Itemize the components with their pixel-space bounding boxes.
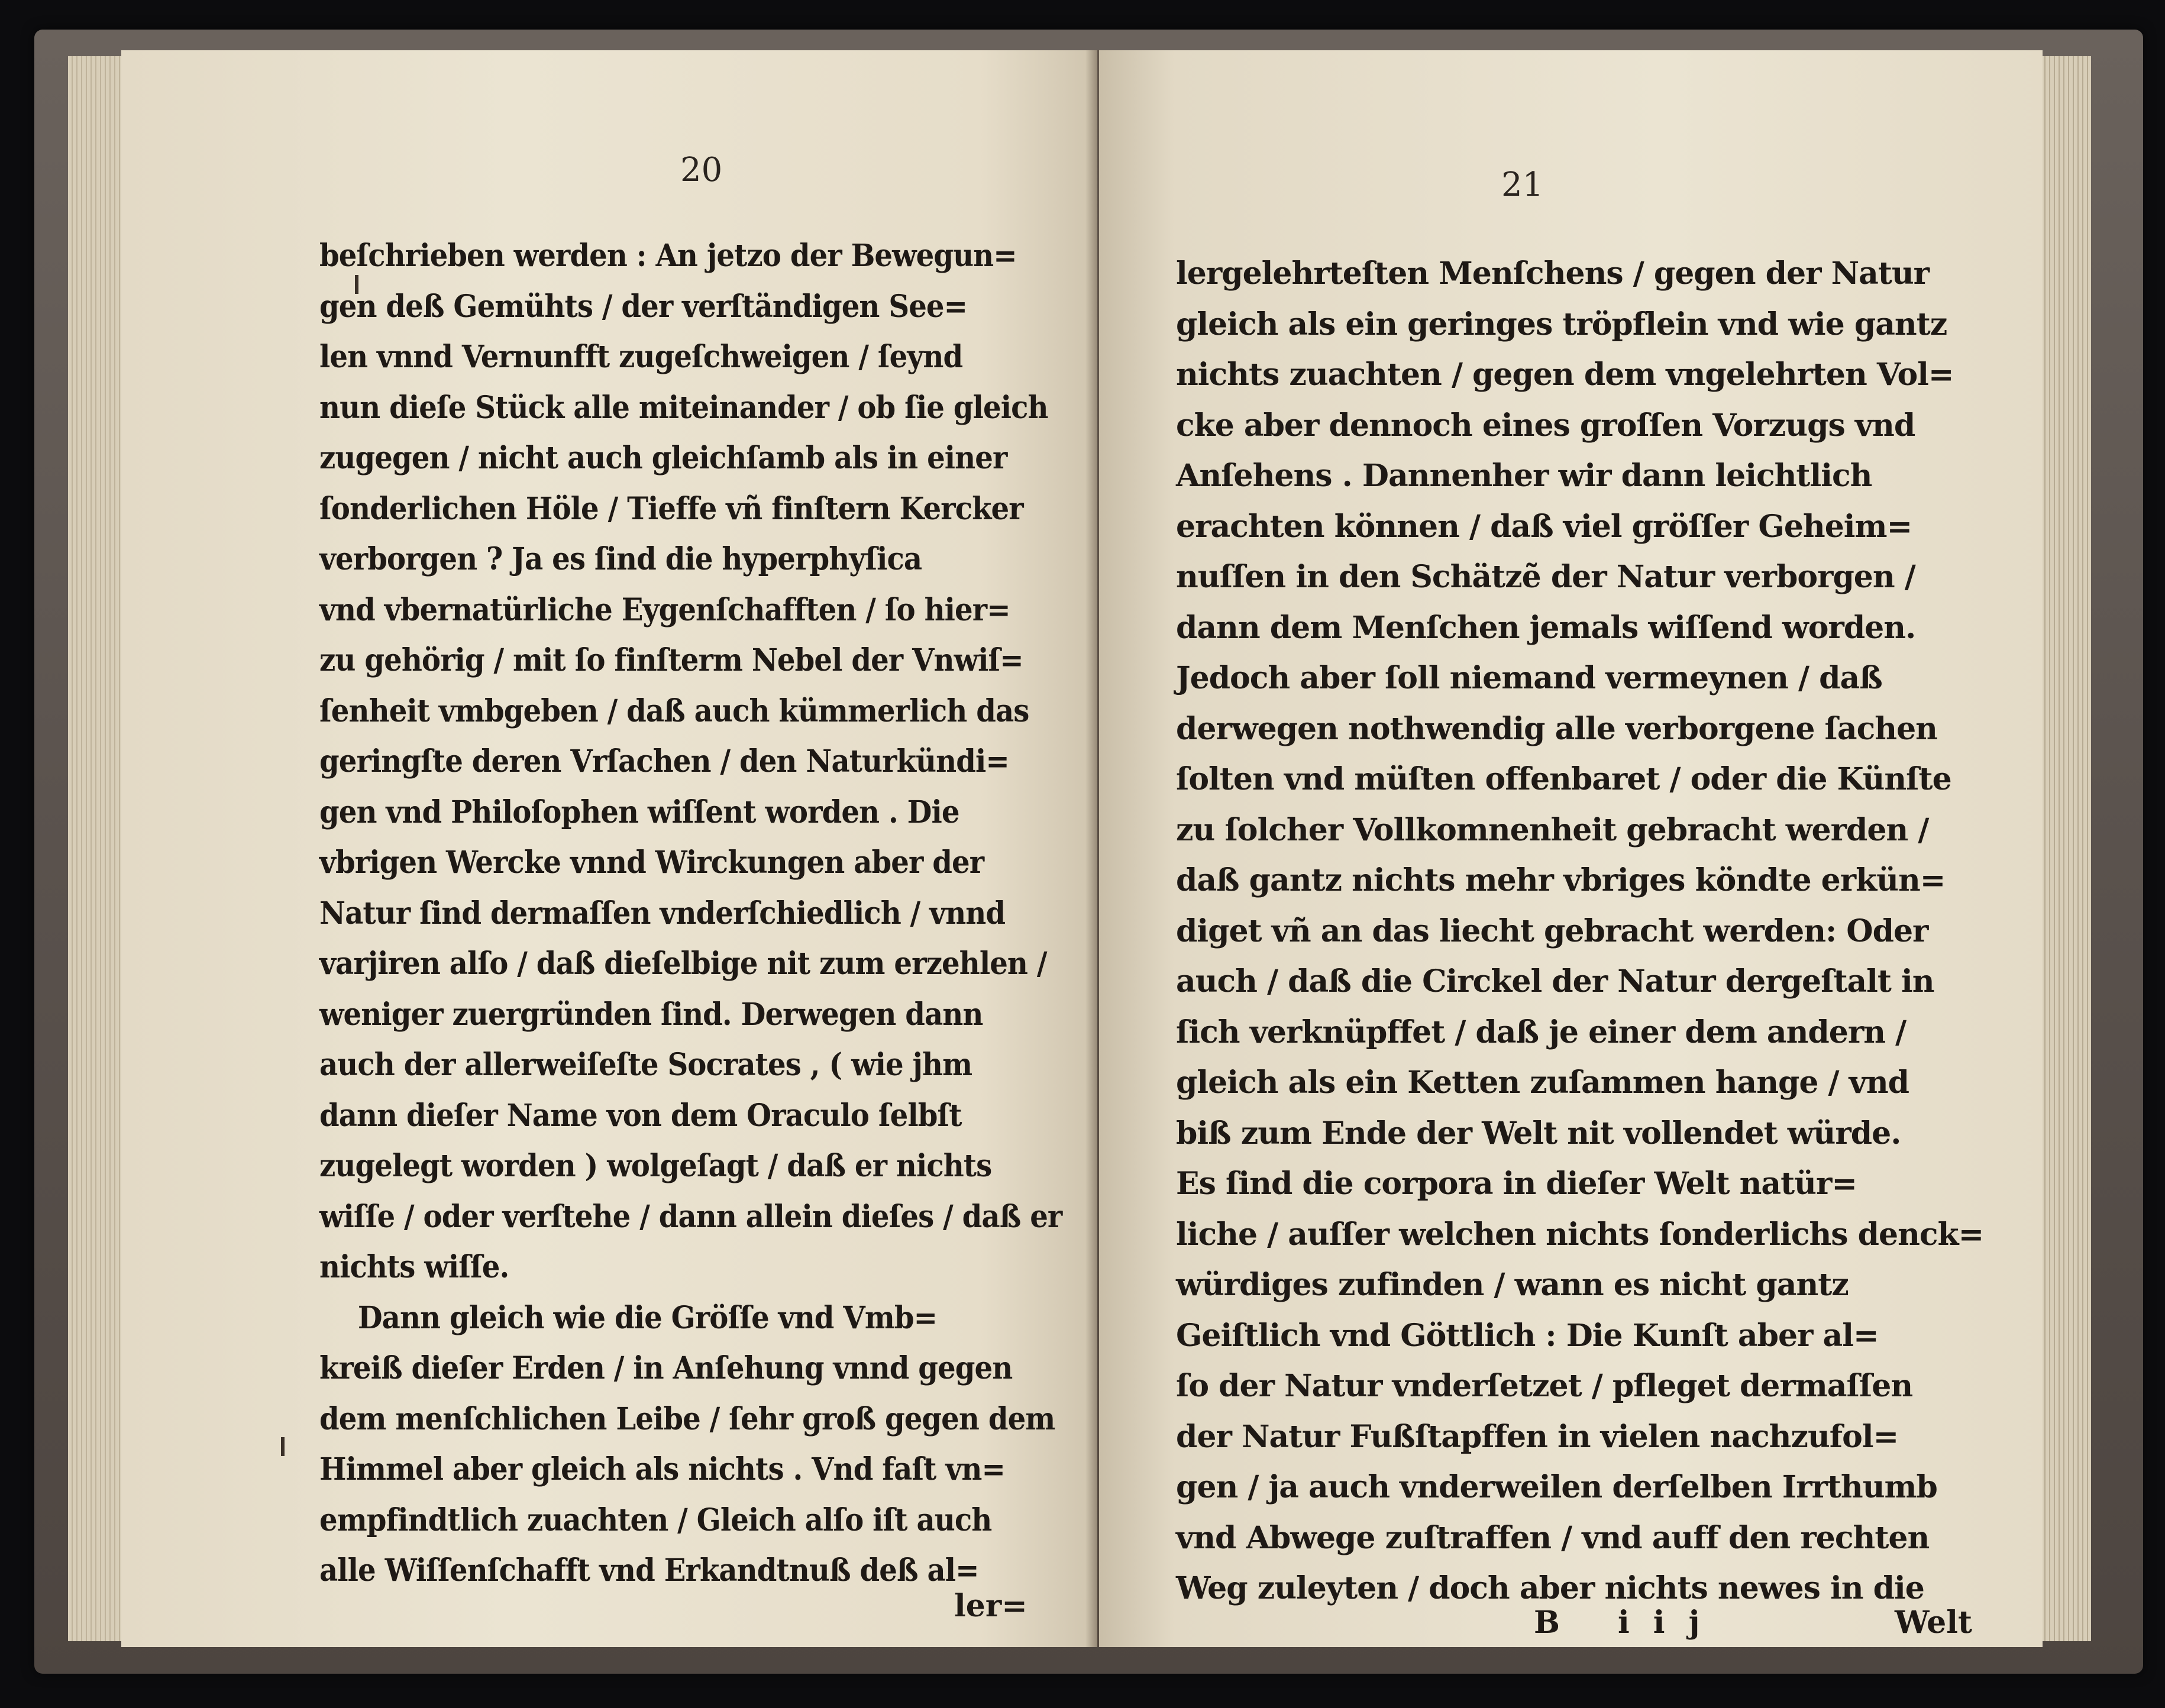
text-line: gleich als ein Ketten zuſammen hange / vnd bbox=[1176, 1065, 1909, 1101]
margin-mark bbox=[281, 1437, 285, 1456]
page-edges-right bbox=[2041, 56, 2091, 1641]
text-line: len vnnd Vernunfft zugeſchweigen / ſeynd bbox=[319, 339, 963, 375]
text-line: diget vñ an das liecht gebracht werden: Oder bbox=[1176, 913, 1928, 949]
text-line: ſenheit vmbgeben / daß auch kümmerlich das bbox=[319, 693, 1029, 729]
text-line: dann dieſer Name von dem Oraculo ſelbſt bbox=[319, 1097, 962, 1134]
text-line: vbrigen Wercke vnnd Wirckungen aber der bbox=[319, 845, 984, 881]
right-page bbox=[1099, 50, 2043, 1647]
text-line: beſchrieben werden : An jetzo der Bewegun= bbox=[319, 238, 1017, 274]
text-line: gen deß Gemühts / der verſtändigen See= bbox=[319, 288, 968, 325]
text-line: auch / daß die Circkel der Natur dergeſtalt in bbox=[1176, 963, 1934, 999]
text-line: auch der allerweiſeſte Socrates , ( wie jhm bbox=[319, 1047, 972, 1083]
text-line: varjiren alſo / daß dieſelbige nit zum erzehlen / bbox=[319, 946, 1047, 982]
text-line: gleich als ein geringes tröpflein vnd wie gantz bbox=[1176, 306, 1947, 342]
text-line: zugegen / nicht auch gleichſamb als in einer bbox=[319, 440, 1007, 476]
text-line: biß zum Ende der Welt nit vollendet würde. bbox=[1176, 1115, 1901, 1151]
text-line: Weg zuleyten / doch aber nichts newes in die bbox=[1176, 1570, 1924, 1606]
text-line: Es ſind die corpora in dieſer Welt natür= bbox=[1176, 1166, 1857, 1202]
text-line: Jedoch aber ſoll niemand vermeynen / daß bbox=[1176, 660, 1882, 696]
text-line: vnd vbernatürliche Eygenſchafften / ſo hier= bbox=[319, 591, 1010, 628]
left-page bbox=[121, 50, 1097, 1647]
text-line: erachten können / daß viel gröſſer Geheim= bbox=[1176, 508, 1912, 545]
text-line: kreiß dieſer Erden / in Anſehung vnnd gegen bbox=[319, 1350, 1013, 1386]
text-line: ſo der Natur vnderſetzet / pfleget dermaſſen bbox=[1176, 1368, 1913, 1404]
text-line: zu ſolcher Vollkomnenheit gebracht werden / bbox=[1176, 811, 1929, 848]
text-line: verborgen ? Ja es ſind die hyperphyſica bbox=[319, 541, 922, 577]
text-line: ſolten vnd müſten offenbaret / oder die Künſte bbox=[1176, 761, 1951, 797]
catchword-right: Welt bbox=[1895, 1605, 1973, 1641]
text-line: derwegen nothwendig alle verborgene ſachen bbox=[1176, 710, 1937, 747]
text-line: wiſſe / oder verſtehe / dann allein dieſes / daß er bbox=[319, 1198, 1062, 1235]
text-line: weniger zuergründen ſind. Derwegen dann bbox=[319, 996, 983, 1033]
text-line: zugelegt worden ) wolgeſagt / daß er nichts bbox=[319, 1148, 992, 1184]
text-line: nun dieſe Stück alle miteinander / ob ſie gleich bbox=[319, 389, 1048, 426]
text-line: würdiges zufinden / wann es nicht gantz bbox=[1176, 1267, 1849, 1303]
text-line: geringſte deren Vrſachen / den Naturkündi= bbox=[319, 743, 1009, 779]
text-line: lergelehrteſten Menſchens / gegen der Natur bbox=[1176, 255, 1930, 292]
text-line: zu gehörig / mit ſo finſterm Nebel der Vnwiſ= bbox=[319, 642, 1023, 678]
left-page-text bbox=[319, 231, 1062, 1596]
text-line: Anſehens . Dannenher wir dann leichtlich bbox=[1176, 458, 1872, 494]
text-line: dem menſchlichen Leibe / ſehr groß gegen dem bbox=[319, 1400, 1055, 1437]
page-number-left: 20 bbox=[680, 151, 723, 189]
signature-mark: B iij bbox=[1534, 1605, 1724, 1641]
text-line: gen vnd Philoſophen wiſſent worden . Die bbox=[319, 794, 959, 830]
text-line: Geiſtlich vnd Göttlich : Die Kunſt aber al= bbox=[1176, 1317, 1879, 1354]
text-line: Himmel aber gleich als nichts . Vnd faſt vn= bbox=[319, 1451, 1005, 1487]
text-line: cke aber dennoch eines groſſen Vorzugs vnd bbox=[1176, 407, 1915, 444]
text-line: Dann gleich wie die Gröſſe vnd Vmb= bbox=[357, 1299, 938, 1336]
page-edges-left bbox=[68, 56, 121, 1641]
text-line: nichts wiſſe. bbox=[319, 1249, 509, 1285]
text-line: nichts zuachten / gegen dem vngelehrten Vol= bbox=[1176, 357, 1954, 393]
text-line: alle Wiſſenſchafft vnd Erkandtnuß deß al= bbox=[319, 1552, 979, 1589]
text-line: daß gantz nichts mehr vbriges köndte erkün= bbox=[1176, 862, 1946, 898]
text-line: gen / ja auch vnderweilen derſelben Irrthumb bbox=[1176, 1469, 1937, 1505]
text-line: empfindtlich zuachten / Gleich alſo iſt auch bbox=[319, 1502, 992, 1538]
text-line: nuſſen in den Schätzẽ der Natur verborgen / bbox=[1176, 559, 1915, 595]
catchword-left: ler= bbox=[954, 1588, 1027, 1624]
text-line: der Natur Fußſtapffen in vielen nachzufol= bbox=[1176, 1418, 1899, 1455]
right-page-text bbox=[1176, 248, 1983, 1614]
text-line: Natur ſind dermaſſen vnderſchiedlich / vnnd bbox=[319, 895, 1006, 931]
text-line: liche / auſſer welchen nichts ſonderlichs denck= bbox=[1176, 1216, 1984, 1253]
text-line: vnd Abwege zuſtraffen / vnd auff den rechten bbox=[1176, 1519, 1930, 1556]
text-line: dann dem Menſchen jemals wiſſend worden. bbox=[1176, 609, 1916, 646]
page-number-right: 21 bbox=[1501, 166, 1544, 204]
text-line: ſich verknüpffet / daß je einer dem andern / bbox=[1176, 1014, 1907, 1050]
text-line: ſonderlichen Höle / Tieffe vñ finſtern Kercker bbox=[319, 490, 1023, 527]
